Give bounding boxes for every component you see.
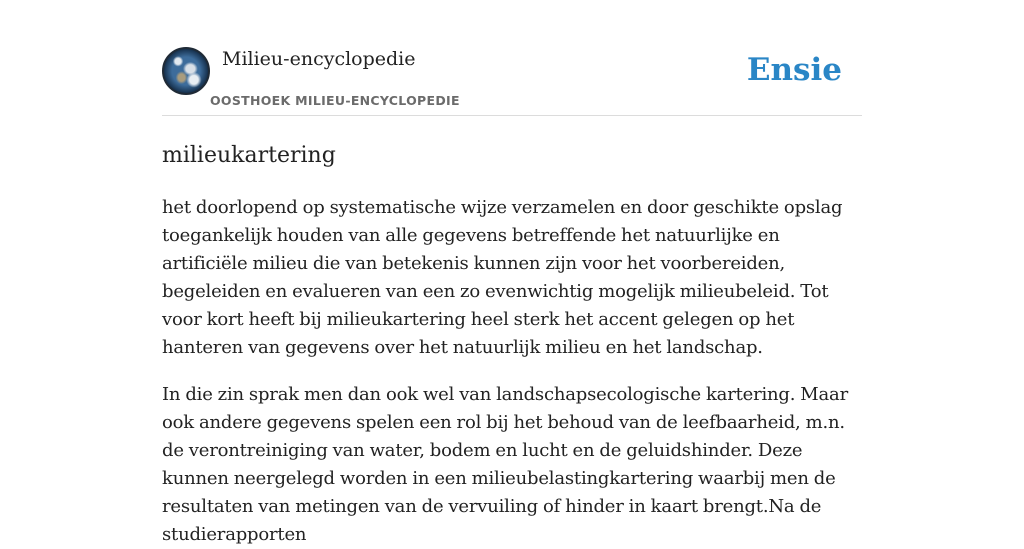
entry-definition — [162, 194, 862, 549]
site-name[interactable]: Milieu-encyclopedie — [222, 48, 416, 70]
site-header — [162, 47, 862, 116]
definition-paragraph: het doorlopend op systematische wijze verzamelen en door geschikte opslag toegankelijk houden van alle gegevens betreffende het natuurlijke en artificiële milieu die van betekenis kunnen zijn voor het voorbereiden, begeleiden en evalueren van een zo evenwichtig mogelijk milieubeleid. Tot voor kort heeft bij milieukartering heel sterk het accent gelegen op het hanteren van gegevens over het natuurlijk milieu en het landschap. — [162, 197, 843, 358]
definition-paragraph: In die zin sprak men dan ook wel van landschapsecologische kartering. Maar ook andere gegevens spelen een rol bij het behoud van de leefbaarheid, m.n. de verontreiniging van water, bodem en lucht en de geluidshinder. Deze kunnen neergelegd worden in een milieubelastingkartering waarbij men de resultaten van metingen van de vervuiling of hinder in kaart brengt.Na de studierapporten — [162, 384, 848, 545]
entry-title: milieukartering — [162, 143, 336, 168]
ensie-logo-link[interactable]: Ensie — [746, 52, 842, 88]
page — [162, 0, 862, 549]
site-subtitle: OOSTHOEK MILIEU-ENCYCLOPEDIE — [210, 93, 460, 108]
globe-icon[interactable] — [162, 47, 210, 95]
